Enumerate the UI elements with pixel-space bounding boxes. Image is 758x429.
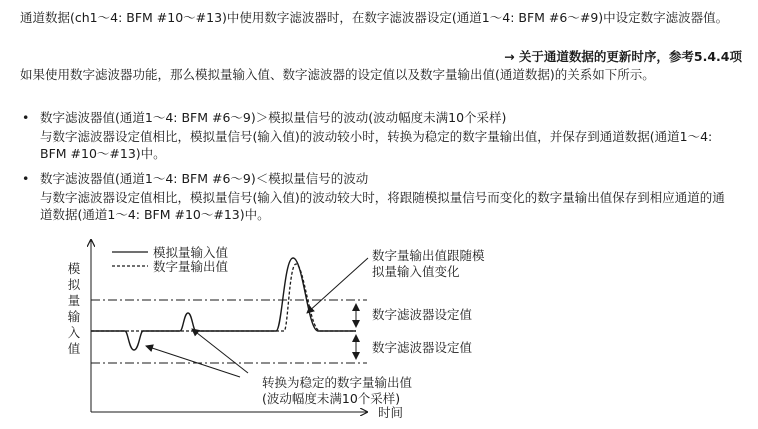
bullet-body: 与数字滤波器设定值相比，模拟量信号(输入值)的波动较小时，转换为稳定的数字量输出值，并保存到通道数据(通道1～4: BFM #10～#13)中。 (40, 129, 713, 161)
stable-callout-line1: 转换为稳定的数字量输出值 (262, 375, 413, 390)
reference-link[interactable]: → 关于通道数据的更新时序，参考5.4.4项 (504, 49, 742, 64)
svg-text:拟: 拟 (67, 277, 81, 292)
svg-text:模: 模 (67, 261, 81, 276)
stable-arrow-2 (192, 329, 248, 373)
follow-arrow (307, 258, 368, 313)
bullet-heading: 数字滤波器值(通道1～4: BFM #6～9)＞模拟量信号的波动(波动幅度未满10个采样) (40, 110, 507, 125)
legend-dashed-label: 数字量输出值 (153, 259, 229, 274)
filter-lower-label: 数字滤波器设定值 (372, 340, 473, 355)
intro-paragraph: 通道数据(ch1～4: BFM #10～#13)中使用数字滤波器时，在数字滤波器设定(通道1～4: BFM #6～#9)中设定数字滤波器值。 (20, 10, 729, 25)
svg-text:值: 值 (67, 341, 81, 356)
bullet-dot-icon: • (22, 171, 30, 186)
svg-text:量: 量 (67, 293, 81, 308)
y-axis-label (68, 261, 81, 356)
svg-text:入: 入 (67, 325, 81, 340)
stable-arrow-1 (146, 346, 240, 377)
bullet-body: 与数字滤波器设定值相比，模拟量信号(输入值)的波动较大时，将跟随模拟量信号而变化的数字量输出值保存到相应通道的通道数据(通道1～4: BFM #10～#13)中。 (40, 190, 725, 222)
follow-callout-line1: 数字量输出值跟随模 (372, 248, 485, 263)
digital-output-curve (91, 264, 356, 331)
x-axis-label: 时间 (378, 405, 404, 420)
svg-text:输: 输 (67, 309, 81, 324)
stable-callout-line2: (波动幅度未满10个采样) (262, 391, 401, 406)
follow-callout-line2: 拟量输入值变化 (372, 264, 460, 279)
bullet-heading: 数字滤波器值(通道1～4: BFM #6～9)＜模拟量信号的波动 (40, 171, 369, 186)
filter-upper-label: 数字滤波器设定值 (372, 307, 473, 322)
legend-solid-label: 模拟量输入值 (153, 245, 229, 260)
bullet-dot-icon: • (22, 110, 30, 125)
relation-paragraph: 如果使用数字滤波器功能，那么模拟量输入值、数字滤波器的设定值以及数字量输出值(通道数据)的关系如下所示。 (20, 67, 655, 82)
